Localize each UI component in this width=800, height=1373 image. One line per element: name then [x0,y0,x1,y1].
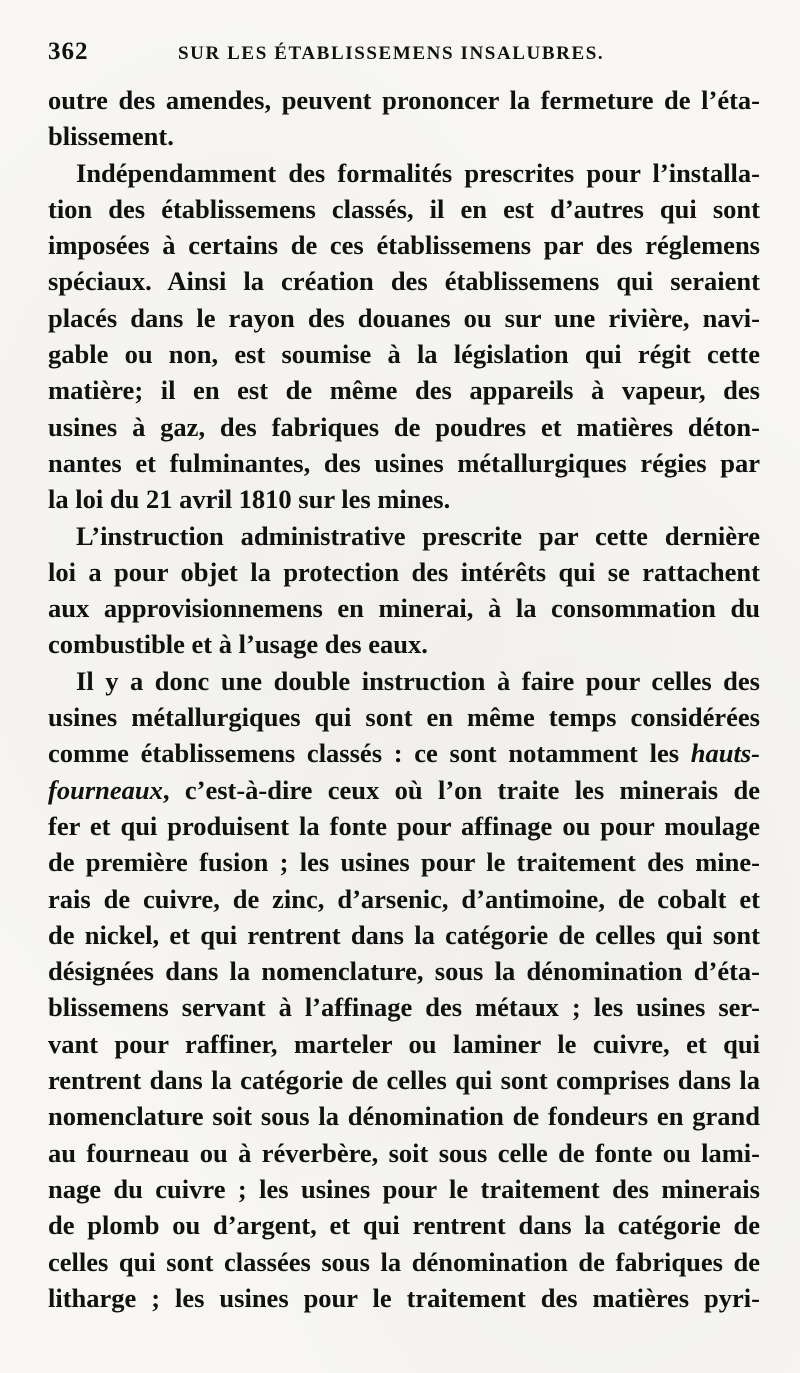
text-line: rais de cuivre, de zinc, d’arsenic, d’antimoine, de cobalt et [48,883,760,914]
text-line: au fourneau ou à réverbère, soit sous celle de fonte ou lami- [48,1137,760,1168]
body-text [48,82,760,1316]
text-line: L’instruction administrative prescrite par cette dernière [76,520,760,551]
text-line: désignées dans la nomenclature, sous la dénomination d’éta- [48,956,760,987]
text-line: matière; il en est de même des appareils à vapeur, des [48,375,760,406]
text-line: nage du cuivre ; les usines pour le traitement des minerais [48,1173,760,1204]
text-line: outre des amendes, peuvent prononcer la fermeture de l’éta- [48,85,760,115]
text-line: celles qui sont classées sous la dénomination de fabriques de [48,1246,760,1277]
text-line: nomenclature soit sous la dénomination de fondeurs en grand [48,1101,760,1132]
text-line: litharge ; les usines pour le traitement des matières pyri- [48,1282,760,1313]
text-line: imposées à certains de ces établissemens par des réglemens [48,230,760,261]
text-line: rentrent dans la catégorie de celles qui sont comprises dans la [48,1065,760,1096]
text-line: blissement. [48,121,174,152]
text-line: usines métallurgiques qui sont en même temps considérées [48,702,760,733]
text-line: aux approvisionnemens en minerai, à la consommation du [48,593,760,624]
text-line: tion des établissemens classés, il en est d’autres qui sont [48,193,760,224]
running-head: SUR LES ÉTABLISSEMENS INSALUBRES. [178,43,605,64]
text-line: Indépendamment des formalités prescrites pour l’installa- [76,157,760,188]
text-line: placés dans le rayon des douanes ou sur une rivière, navi- [48,302,760,333]
text-line: combustible et à l’usage des eaux. [48,629,428,660]
text-line: gable ou non, est soumise à la législation qui régit cette [48,339,760,370]
text-line: spéciaux. Ainsi la création des établissemens qui seraient [48,266,760,297]
text-line: la loi du 21 avril 1810 sur les mines. [48,484,451,515]
text-line: fer et qui produisent la fonte pour affinage ou pour moulage [48,810,760,841]
text-line: loi a pour objet la protection des intérêts qui se rattachent [48,556,760,587]
page-number: 362 [48,38,89,65]
text-line: usines à gaz, des fabriques de poudres et matières déton- [48,411,760,442]
text-line: de plomb ou d’argent, et qui rentrent dans la catégorie de [48,1210,760,1241]
page-header [48,38,758,78]
text-line: blissemens servant à l’affinage des métaux ; les usines ser- [48,992,760,1023]
text-line: comme établissemens classés : ce sont notamment les hauts- [48,738,760,769]
text-line: vant pour raffiner, marteler ou laminer le cuivre, et qui [48,1028,760,1059]
text-line: fourneaux, c’est-à-dire ceux où l’on traite les minerais de [48,774,760,805]
text-line: de première fusion ; les usines pour le traitement des mine- [48,847,760,878]
text-line: nantes et fulminantes, des usines métallurgiques régies par [48,447,760,478]
text-line: de nickel, et qui rentrent dans la catégorie de celles qui sont [48,919,760,950]
text-line: Il y a donc une double instruction à faire pour celles des [76,665,760,696]
